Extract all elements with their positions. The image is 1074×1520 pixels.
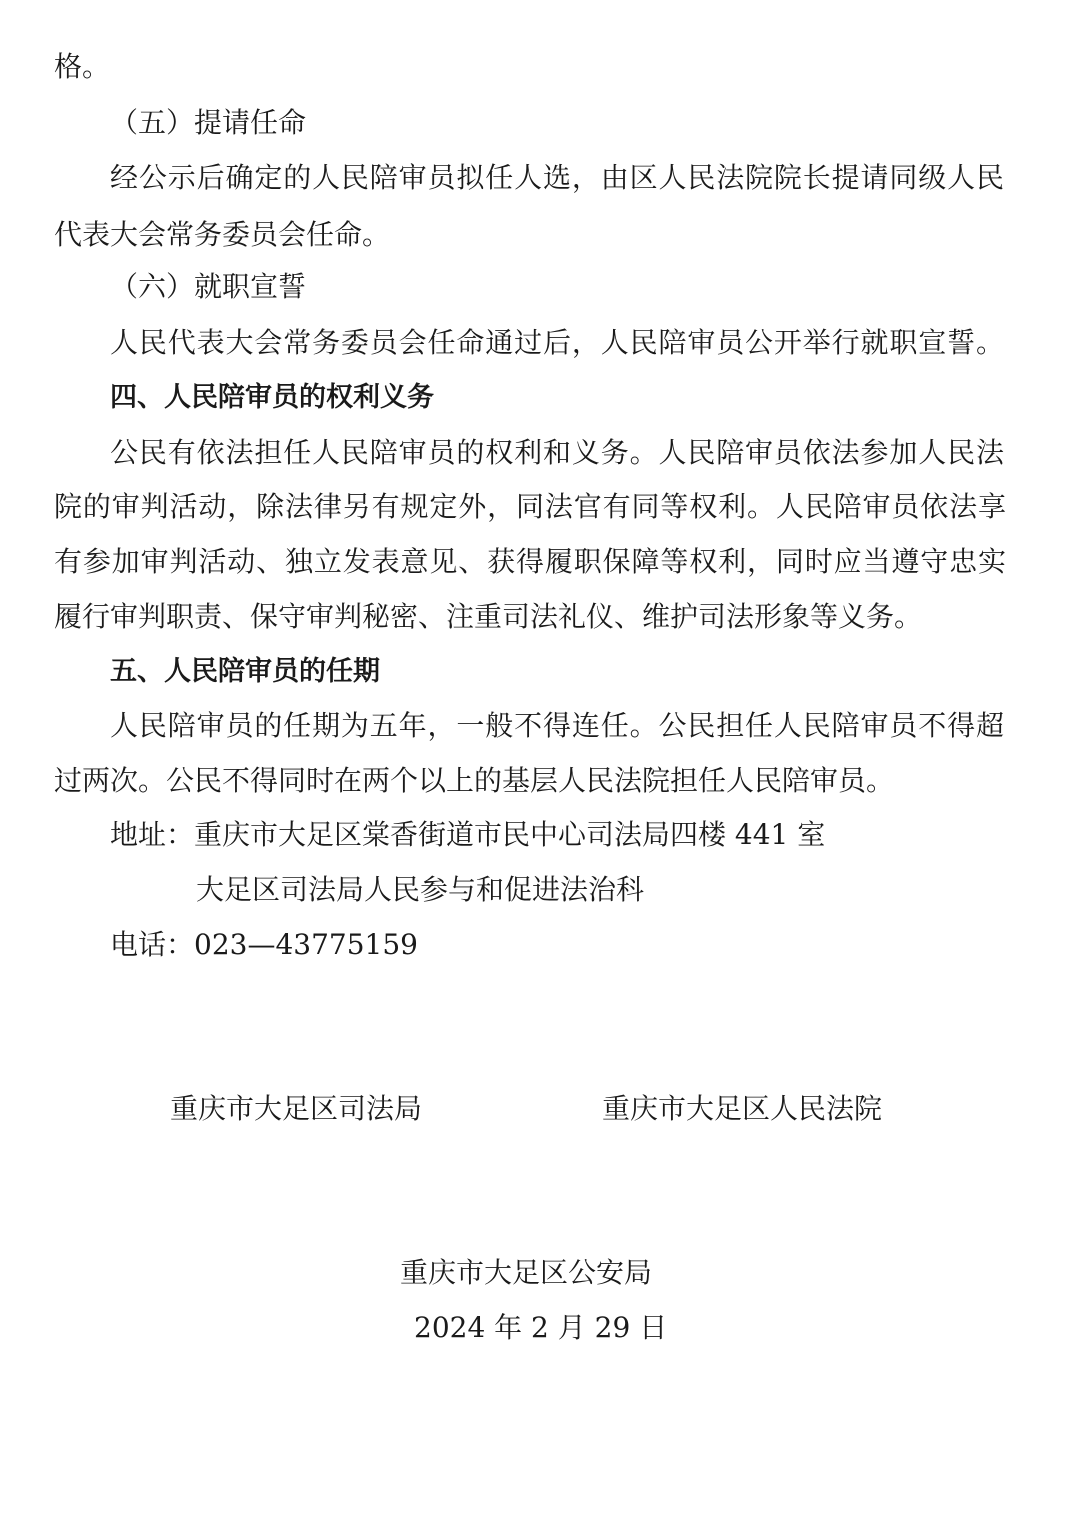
- section-heading-term: 五、人民陪审员的任期: [110, 656, 380, 687]
- subheading-step-six: （六）就职宣誓: [110, 270, 307, 303]
- subheading-step-five: （五）提请任命: [110, 106, 307, 139]
- paragraph-line: 经公示后确定的人民陪审员拟任人选，由区人民法院院长提请同级人民: [110, 161, 1004, 194]
- signature-justice-bureau: 重庆市大足区司法局: [170, 1092, 423, 1125]
- address-line: 地址：重庆市大足区棠香街道市民中心司法局四楼 441 室: [110, 818, 826, 851]
- paragraph-line: 有参加审判活动、独立发表意见、获得履职保障等权利，同时应当遵守忠实: [54, 545, 1006, 578]
- address-line-department: 大足区司法局人民参与和促进法治科: [196, 873, 645, 906]
- paragraph-line: 过两次。公民不得同时在两个以上的基层人民法院担任人民陪审员。: [54, 764, 895, 797]
- signature-court: 重庆市大足区人民法院: [602, 1092, 883, 1125]
- document-date: 2024 年 2 月 29 日: [414, 1311, 668, 1344]
- phone-line: 电话：023—43775159: [110, 928, 418, 961]
- signature-police: 重庆市大足区公安局: [400, 1256, 653, 1289]
- paragraph-line: 人民代表大会常务委员会任命通过后，人民陪审员公开举行就职宣誓。: [110, 326, 1004, 359]
- text-line-continued: 格。: [54, 50, 111, 83]
- paragraph-line: 公民有依法担任人民陪审员的权利和义务。人民陪审员依法参加人民法: [110, 436, 1004, 469]
- paragraph-line: 人民陪审员的任期为五年，一般不得连任。公民担任人民陪审员不得超: [110, 709, 1004, 742]
- paragraph-line: 代表大会常务委员会任命。: [54, 218, 391, 251]
- section-heading-rights: 四、人民陪审员的权利义务: [110, 382, 434, 413]
- paragraph-line: 院的审判活动，除法律另有规定外，同法官有同等权利。人民陪审员依法享: [54, 490, 1006, 523]
- paragraph-line: 履行审判职责、保守审判秘密、注重司法礼仪、维护司法形象等义务。: [54, 600, 923, 633]
